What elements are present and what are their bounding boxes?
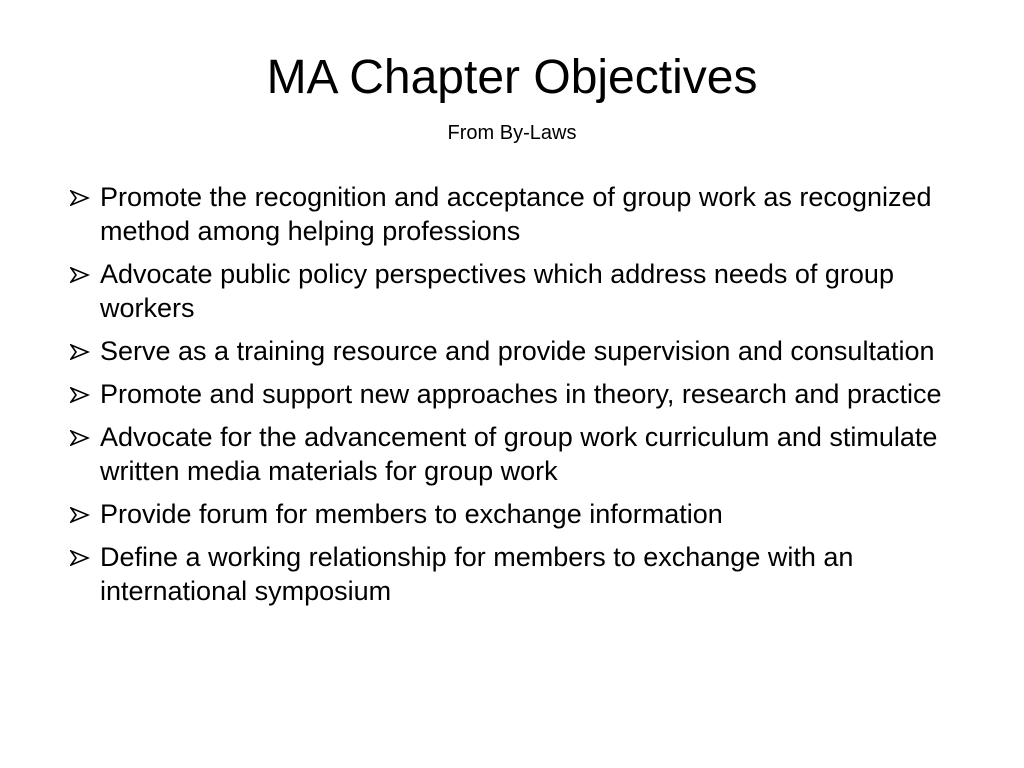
list-item xyxy=(68,540,968,608)
list-item xyxy=(68,377,968,411)
slide-subtitle: From By-Laws xyxy=(447,122,577,144)
arrow-bullet-icon xyxy=(68,334,92,368)
arrow-bullet-icon xyxy=(68,257,92,291)
list-item xyxy=(68,420,968,488)
list-item xyxy=(68,334,968,368)
list-item-text: Define a working relationship for members to exchange with an international symposium xyxy=(100,542,854,606)
objectives-list xyxy=(68,180,968,617)
list-item xyxy=(68,257,968,325)
list-item xyxy=(68,497,968,531)
slide-title: MA Chapter Objectives xyxy=(266,51,758,104)
list-item-text: Serve as a training resource and provide supervision and consultation xyxy=(100,336,935,366)
arrow-bullet-icon xyxy=(68,180,92,214)
list-item-text: Promote and support new approaches in theory, research and practice xyxy=(100,379,942,409)
arrow-bullet-icon xyxy=(68,420,92,454)
list-item-text: Promote the recognition and acceptance of group work as recognized method among helping professions xyxy=(100,182,932,246)
arrow-bullet-icon xyxy=(68,497,92,531)
list-item xyxy=(68,180,968,248)
list-item-text: Advocate public policy perspectives which address needs of group workers xyxy=(100,259,894,323)
arrow-bullet-icon xyxy=(68,377,92,411)
arrow-bullet-icon xyxy=(68,540,92,574)
list-item-text: Provide forum for members to exchange information xyxy=(100,499,723,529)
list-item-text: Advocate for the advancement of group work curriculum and stimulate written media materials for group work xyxy=(100,422,938,486)
